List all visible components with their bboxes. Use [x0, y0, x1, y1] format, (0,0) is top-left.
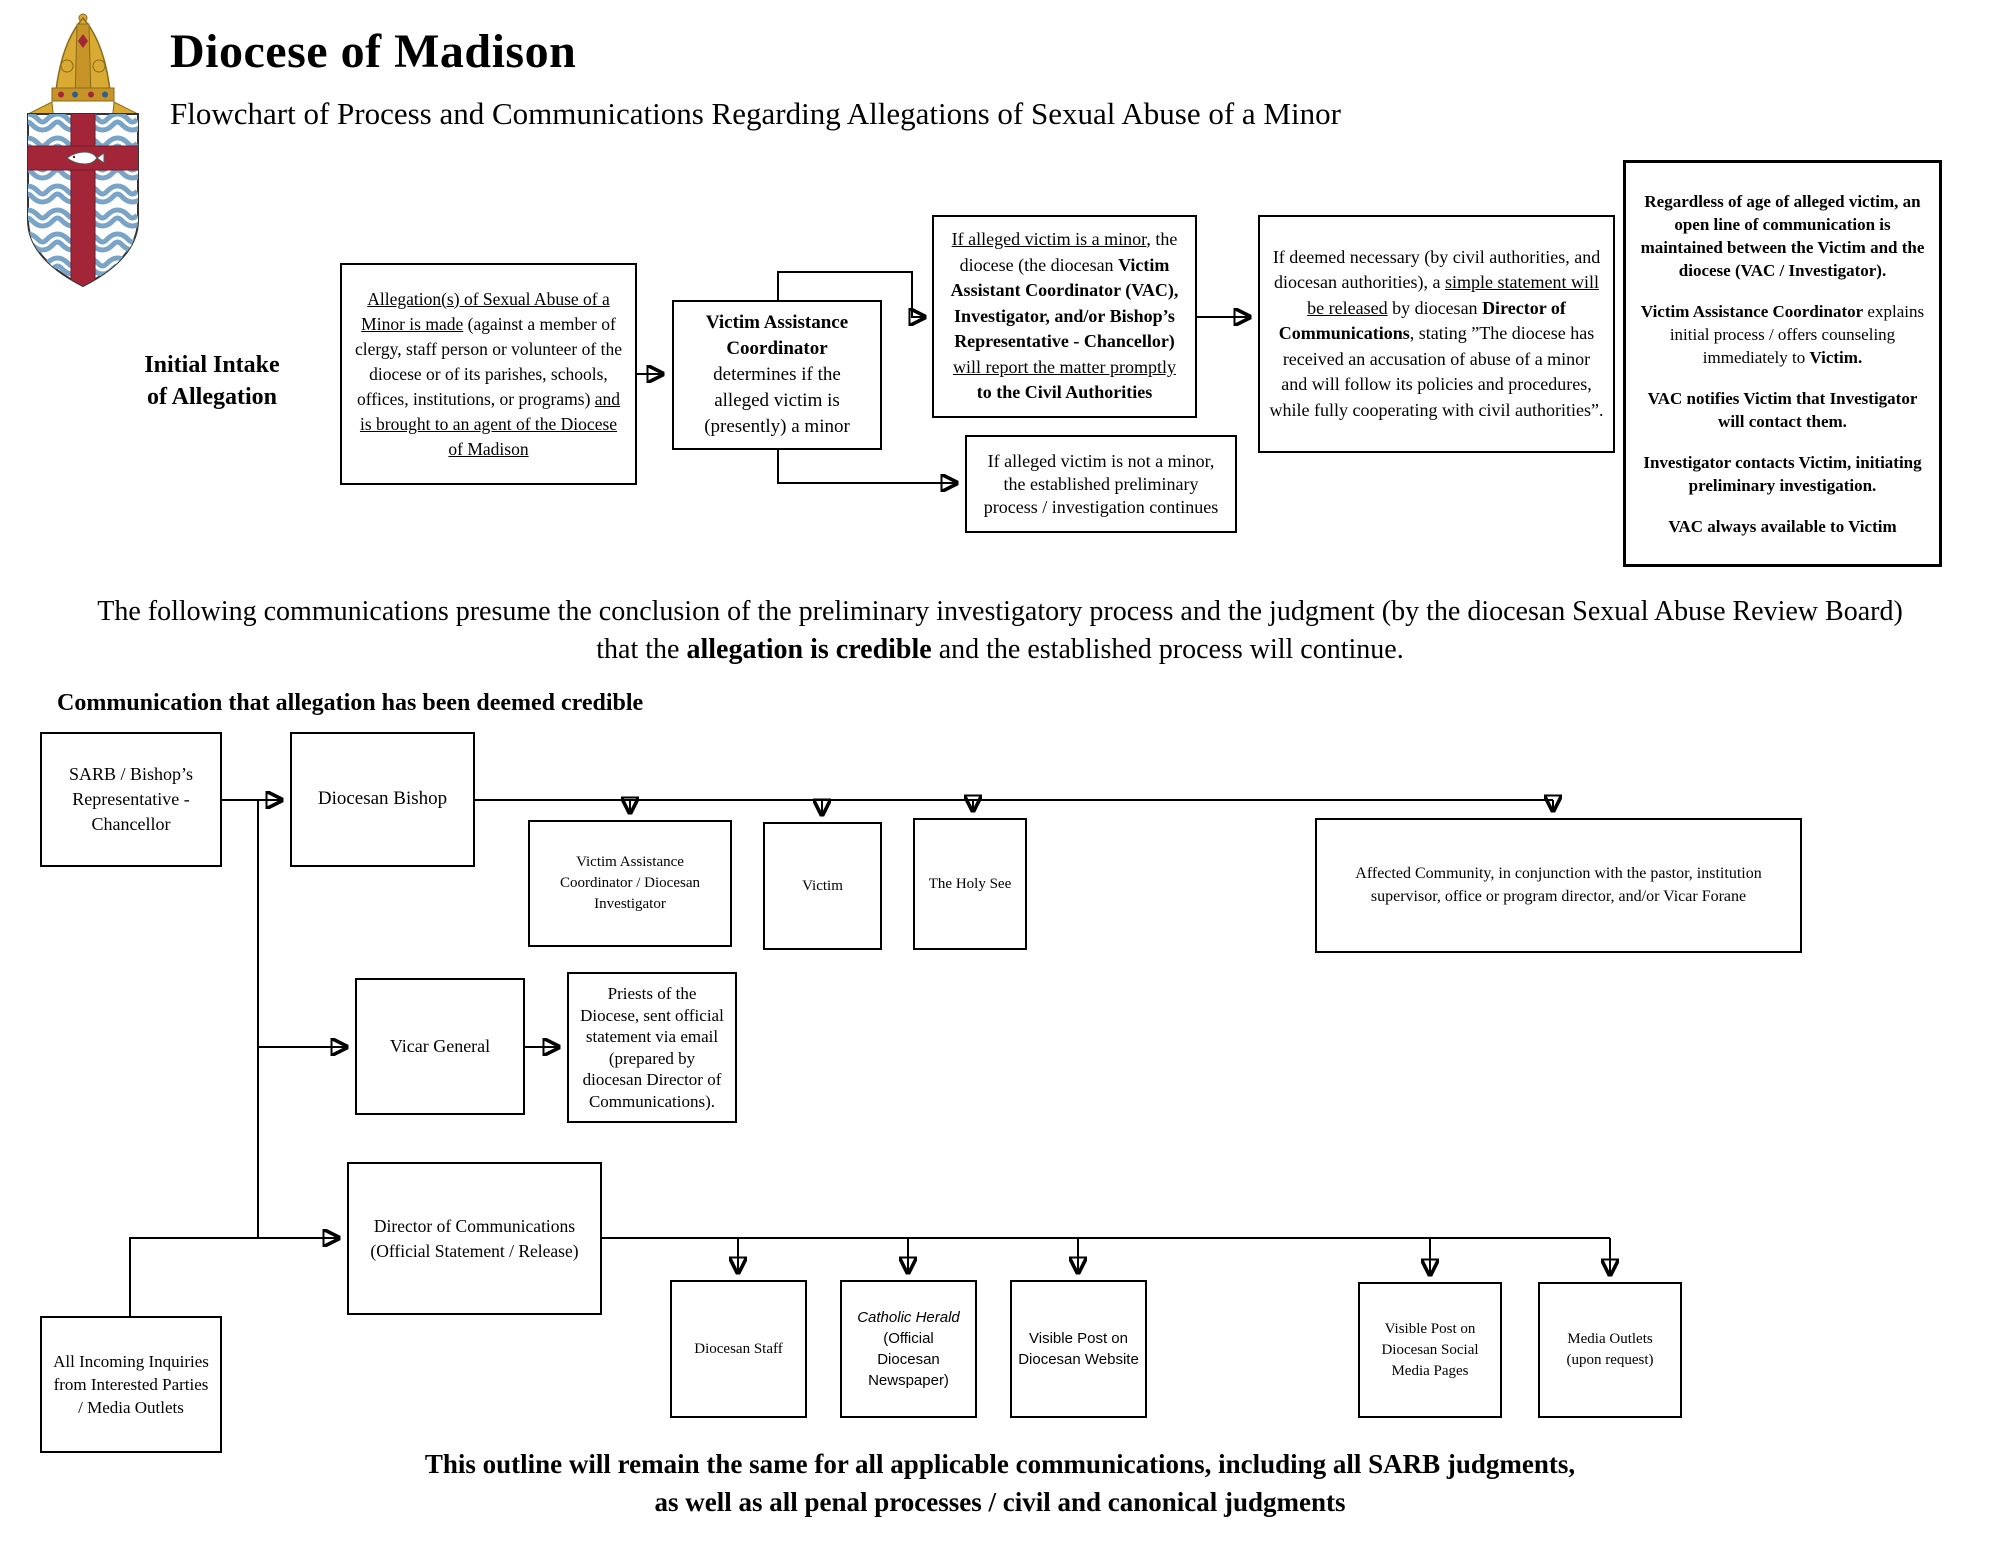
presumption-note-line1: The following communications presume the conclusion of the preliminary investigatory process and the judgment (by the diocesan Sexual Abuse Review Board) — [97, 596, 1903, 627]
box-victim: Victim — [763, 822, 882, 950]
box-incoming-inquiries: All Incoming Inquiries from Interested Parties / Media Outlets — [40, 1316, 222, 1453]
page-title: Diocese of Madison — [170, 25, 577, 78]
open-communication-p4: Investigator contacts Victim, initiating preliminary investigation. — [1643, 452, 1922, 495]
box-sarb-chancellor: SARB / Bishop’s Representative - Chancellor — [40, 732, 222, 867]
presumption-note-line2: that the allegation is credible and the established process will continue. — [596, 634, 1404, 665]
shield — [20, 110, 144, 290]
box-vac-determines: Victim Assistance Coordinator determines if the alleged victim is (presently) a minor — [672, 300, 882, 450]
box-victim-is-minor: If alleged victim is a minor, the diocese (the diocesan Victim Assistant Coordinator (VAC), Investigator, and/or Bishop’s Representative - Chancellor) will report the matter promptly to the Civil Authorities — [932, 215, 1197, 418]
open-communication-p1: Regardless of age of alleged victim, an open line of communication is maintained between the Victim and the diocese (VAC / Investigator). — [1640, 191, 1925, 280]
box-priests-email: Priests of the Diocese, sent official statement via email (prepared by diocesan Director of Communications). — [567, 972, 737, 1123]
box-open-communication — [1623, 160, 1942, 567]
intake-section-label: Initial Intake of Allegation — [144, 352, 280, 410]
box-diocesan-bishop: Diocesan Bishop — [290, 732, 475, 867]
box-allegation-made: Allegation(s) of Sexual Abuse of a Minor is made (against a member of clergy, staff person or volunteer of the diocese or of its parishes, schools, offices, institutions, or programs) and is brought to an agent of the Diocese of Madison — [340, 263, 637, 485]
box-vac-investigator: Victim Assistance Coordinator / Diocesan Investigator — [528, 820, 732, 947]
box-statement-released: If deemed necessary (by civil authorities, and diocesan authorities), a simple statement will be released by diocesan Director of Communications, stating ”The diocese has received an accusation of abuse of a minor and will follow its policies and procedures, while fully cooperating with civil authorities”. — [1258, 215, 1615, 453]
page-subtitle: Flowchart of Process and Communications Regarding Allegations of Sexual Abuse of a Minor — [170, 96, 1341, 131]
box-social-media: Visible Post on Diocesan Social Media Pages — [1358, 1282, 1502, 1418]
connector-vac-to-if-not-minor — [778, 450, 956, 483]
footer-note-line2: as well as all penal processes / civil and canonical judgments — [654, 1487, 1346, 1517]
open-communication-p5: VAC always available to Victim — [1668, 516, 1897, 536]
section-heading-credible: Communication that allegation has been deemed credible — [57, 690, 644, 716]
box-director-communications: Director of Communications (Official Statement / Release) — [347, 1162, 602, 1315]
diocese-coat-of-arms-icon — [16, 10, 150, 290]
footer-note-line1: This outline will remain the same for all applicable communications, including all SARB judgments, — [424, 1449, 1576, 1479]
box-affected-community: Affected Community, in conjunction with the pastor, institution supervisor, office or program director, and/or Vicar Forane — [1315, 818, 1802, 953]
mitre — [52, 14, 114, 101]
connector-inquiries-to-director — [130, 1238, 338, 1316]
box-media-outlets: Media Outlets (upon request) — [1538, 1282, 1682, 1418]
box-holy-see: The Holy See — [913, 818, 1027, 950]
box-diocesan-staff: Diocesan Staff — [670, 1280, 807, 1418]
box-catholic-herald: Catholic Herald (Official Diocesan Newspaper) — [840, 1280, 977, 1418]
open-communication-p2: Victim Assistance Coordinator explains initial process / offers counseling immediately to Victim. — [1640, 301, 1925, 367]
open-communication-p3: VAC notifies Victim that Investigator will contact them. — [1647, 388, 1918, 431]
box-victim-not-minor: If alleged victim is not a minor, the established preliminary process / investigation continues — [965, 435, 1237, 533]
box-vicar-general: Vicar General — [355, 978, 525, 1115]
box-diocesan-website: Visible Post on Diocesan Website — [1010, 1280, 1147, 1418]
